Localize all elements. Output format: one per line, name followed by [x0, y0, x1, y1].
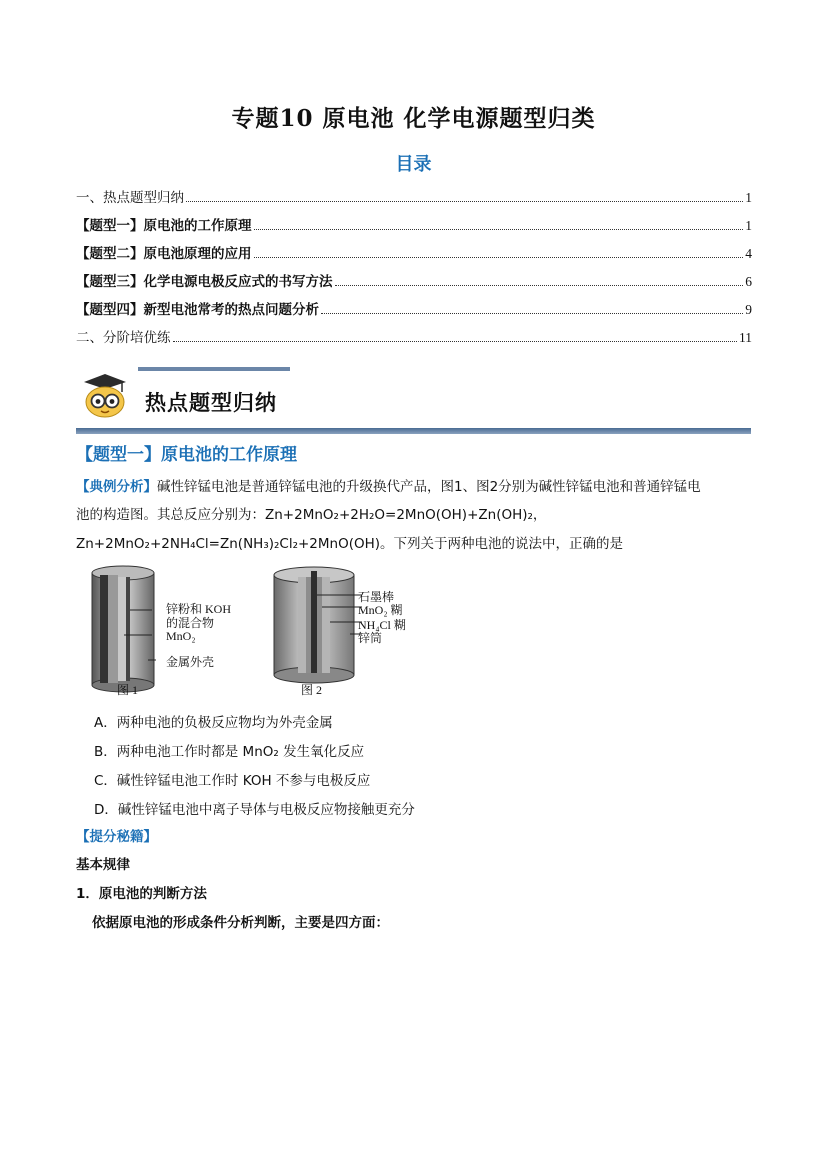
- toc-item-label: 【题型四】新型电池常考的热点问题分析: [76, 302, 319, 318]
- fig2-label-graphite: 石墨棒: [358, 590, 395, 604]
- page-title: 专题10 原电池 化学电源题型归类: [231, 105, 596, 132]
- fig1-label-shell: 金属外壳: [166, 655, 215, 669]
- tips-tag: 【提分秘籍】: [76, 829, 157, 845]
- toc-item[interactable]: [76, 298, 752, 318]
- option-a[interactable]: A．两种电池的负极反应物均为外壳金属: [94, 715, 333, 731]
- toc-item[interactable]: [76, 186, 752, 206]
- toc-item[interactable]: [76, 326, 752, 346]
- toc-heading: 目录: [395, 154, 432, 175]
- banner-top-rule: [138, 367, 290, 371]
- toc-item[interactable]: [76, 214, 752, 234]
- owl-scholar-icon: [80, 372, 130, 420]
- toc-leader-dots: [254, 257, 744, 258]
- section-heading: 【题型一】原电池的工作原理: [76, 445, 297, 465]
- toc-item-label: 【题型一】原电池的工作原理: [76, 218, 252, 234]
- toc-leader-dots: [254, 229, 744, 230]
- toc-item-label: 【题型三】化学电源电极反应式的书写方法: [76, 274, 333, 290]
- option-d[interactable]: D．碱性锌锰电池中离子导体与电极反应物接触更充分: [94, 802, 415, 818]
- zinc-carbon-battery-diagram: [270, 565, 362, 687]
- toc-item-page: 1: [745, 218, 752, 233]
- example-line-3: Zn+2MnO₂+2NH₄Cl=Zn(NH₃)₂Cl₂+2MnO(OH)。下列关于两种电池的说法中，正确的是: [76, 536, 624, 552]
- point-1-text: 依据原电池的形成条件分析判断，主要是四方面：: [92, 915, 389, 931]
- toc-item-page: 11: [739, 330, 752, 345]
- point-1-heading: 1．原电池的判断方法: [76, 886, 207, 902]
- toc-item-label: 【题型二】原电池原理的应用: [76, 246, 252, 262]
- toc-leader-dots: [173, 341, 738, 342]
- toc-item-label: 二、分阶培优练: [76, 330, 171, 346]
- toc-item[interactable]: [76, 242, 752, 262]
- fig1-label-zinc-koh: 锌粉和 KOH: [166, 602, 231, 616]
- banner-title: 热点题型归纳: [145, 390, 277, 415]
- rule-heading: 基本规律: [76, 857, 130, 873]
- fig2-label-zinc-can: 锌筒: [358, 631, 383, 645]
- fig1-label-mixture: 的混合物: [166, 616, 215, 630]
- toc-item[interactable]: [76, 270, 752, 290]
- banner-bottom-rule: [76, 428, 751, 434]
- fig1-caption: 图 1: [117, 683, 139, 697]
- example-tag: 【典例分析】: [76, 479, 157, 495]
- toc-item-page: 4: [745, 246, 752, 261]
- option-c[interactable]: C．碱性锌锰电池工作时 KOH 不参与电极反应: [94, 773, 371, 789]
- example-text-1: 碱性锌锰电池是普通锌锰电池的升级换代产品，图1、图2分别为碱性锌锰电池和普通锌锰电: [157, 479, 701, 495]
- fig2-caption: 图 2: [301, 683, 323, 697]
- option-b[interactable]: B．两种电池工作时都是 MnO₂ 发生氧化反应: [94, 744, 365, 760]
- toc-leader-dots: [186, 201, 743, 202]
- toc-item-page: 1: [745, 190, 752, 205]
- toc-item-page: 9: [745, 302, 752, 317]
- example-line-2: 池的构造图。其总反应分别为：Zn+2MnO₂+2H₂O=2MnO(OH)+Zn(OH)₂，: [76, 507, 547, 523]
- toc-leader-dots: [321, 313, 743, 314]
- toc-item-label: 一、热点题型归纳: [76, 190, 184, 206]
- example-line-1: [76, 477, 756, 497]
- toc-leader-dots: [335, 285, 744, 286]
- fig2-label-mno2-paste: MnO₂ 糊: [358, 603, 403, 617]
- toc-item-page: 6: [745, 274, 752, 289]
- fig1-label-mno2: MnO₂: [166, 629, 196, 643]
- fig2-label-nh4cl-paste: NH₄Cl 糊: [358, 618, 406, 632]
